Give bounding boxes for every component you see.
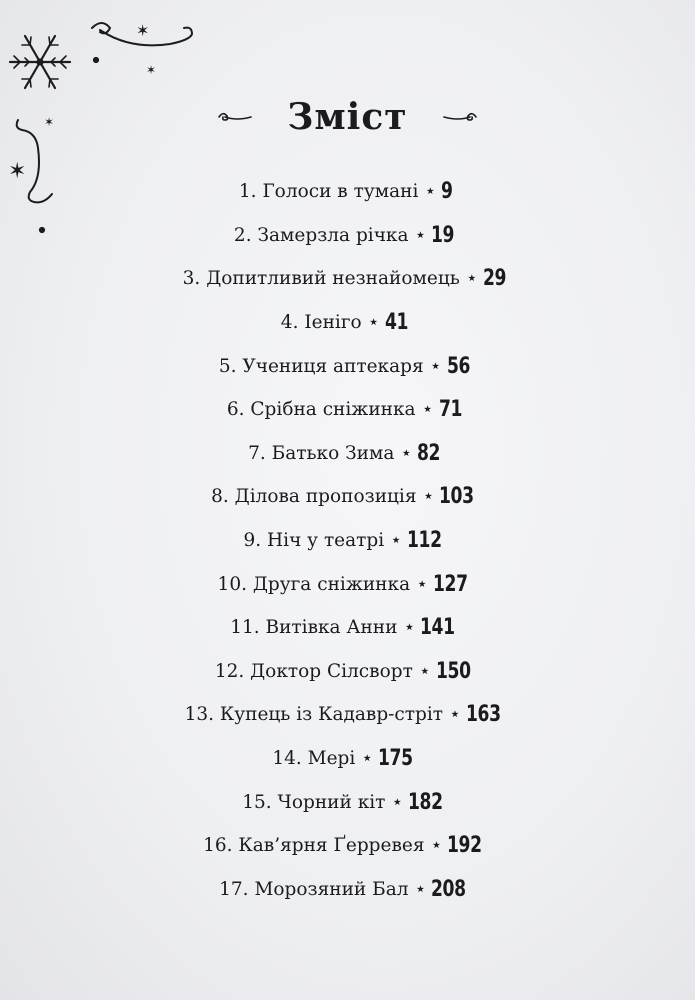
- page-title: Зміст: [287, 96, 408, 138]
- svg-text:✶: ✶: [44, 115, 55, 129]
- toc-entry: [0, 432, 695, 476]
- star-separator-icon: ⋆: [421, 398, 434, 421]
- swirl-left-icon: [217, 110, 253, 124]
- toc-entry-page-number: 163: [465, 702, 501, 728]
- toc-entry: [0, 301, 695, 345]
- toc-entry: [0, 650, 695, 694]
- toc-entry: [0, 780, 695, 824]
- toc-entry: [0, 170, 695, 214]
- star-separator-icon: ⋆: [367, 311, 380, 334]
- toc-entry: [0, 475, 695, 519]
- star-separator-icon: ⋆: [465, 267, 478, 290]
- toc-entry-title: 11. Витівка Анни: [230, 617, 398, 639]
- toc-entry-page-number: 182: [408, 789, 443, 815]
- toc-entry-title: 8. Ділова пропозиція: [211, 486, 417, 508]
- toc-entry-title: 2. Замерзла річка: [233, 224, 409, 246]
- star-separator-icon: ⋆: [418, 659, 431, 682]
- toc-entry-title: 9. Ніч у театрі: [243, 530, 385, 552]
- star-separator-icon: ⋆: [400, 441, 413, 464]
- toc-entry-page-number: 71: [438, 397, 462, 423]
- toc-entry: [0, 606, 695, 650]
- star-separator-icon: ⋆: [391, 790, 404, 813]
- toc-entry: [0, 214, 695, 258]
- star-separator-icon: ⋆: [403, 616, 416, 639]
- star-separator-icon: ⋆: [424, 180, 437, 203]
- toc-entry: [0, 257, 695, 301]
- toc-entry: [0, 868, 695, 912]
- toc-entry-title: 1. Голоси в тумані: [238, 181, 419, 203]
- toc-entry-page-number: 192: [447, 833, 483, 859]
- toc-entry-title: 7. Батько Зима: [248, 442, 395, 464]
- star-separator-icon: ⋆: [449, 703, 461, 726]
- toc-entry-page-number: 19: [431, 222, 455, 248]
- star-separator-icon: ⋆: [414, 877, 427, 900]
- star-separator-icon: ⋆: [414, 223, 427, 246]
- star-separator-icon: ⋆: [390, 529, 403, 552]
- toc-entry-page-number: 175: [378, 746, 413, 772]
- star-separator-icon: ⋆: [416, 572, 429, 595]
- toc-entry-page-number: 141: [420, 615, 456, 641]
- star-separator-icon: ⋆: [430, 834, 443, 857]
- svg-text:✶: ✶: [8, 159, 27, 184]
- toc-entry-page-number: 82: [417, 440, 441, 466]
- toc-entry-page-number: 41: [384, 310, 408, 336]
- toc-entry: [0, 693, 695, 737]
- toc-entry-page-number: 208: [431, 876, 467, 902]
- toc-entry-title: 17. Морозяний Бал: [219, 878, 409, 900]
- toc-entry-title: 4. Іеніго: [280, 312, 362, 334]
- star-separator-icon: ⋆: [429, 354, 442, 377]
- toc-entry-title: 6. Срібна сніжинка: [226, 399, 416, 421]
- toc-entry-title: 16. Кав’ярня Ґерревея: [203, 835, 425, 857]
- toc-entry: [0, 737, 695, 781]
- toc-entry: [0, 388, 695, 432]
- toc-entry-title: 12. Доктор Сілсворт: [214, 660, 413, 682]
- toc-entry-page-number: 9: [441, 179, 453, 205]
- toc-entry-page-number: 29: [482, 266, 506, 292]
- toc-entry-page-number: 127: [433, 571, 468, 597]
- toc-entry-page-number: 103: [439, 484, 475, 510]
- toc-entry-title: 10. Друга сніжинка: [217, 573, 411, 595]
- toc-entry-title: 5. Учениця аптекаря: [218, 355, 424, 377]
- toc-entry: [0, 824, 695, 868]
- toc-entry-page-number: 150: [435, 658, 471, 684]
- star-separator-icon: ⋆: [422, 485, 435, 508]
- toc-entry-page-number: 112: [407, 528, 442, 554]
- toc-entry: [0, 562, 695, 606]
- toc-entry-title: 3. Допитливий незнайомець: [182, 268, 460, 290]
- toc-entry: [0, 519, 695, 563]
- toc-entry-title: 14. Мері: [272, 748, 356, 770]
- table-of-contents: [0, 170, 695, 911]
- toc-entry-title: 13. Купець із Кадавр-стріт: [184, 704, 444, 726]
- toc-entry-page-number: 56: [446, 353, 470, 379]
- toc-entry-title: 15. Чорний кіт: [242, 791, 386, 813]
- star-separator-icon: ⋆: [361, 747, 374, 770]
- heading-row: [0, 92, 695, 142]
- swirl-right-icon: [442, 110, 478, 124]
- svg-text:✶: ✶: [136, 21, 150, 40]
- svg-text:✶: ✶: [146, 63, 157, 77]
- toc-entry: [0, 344, 695, 388]
